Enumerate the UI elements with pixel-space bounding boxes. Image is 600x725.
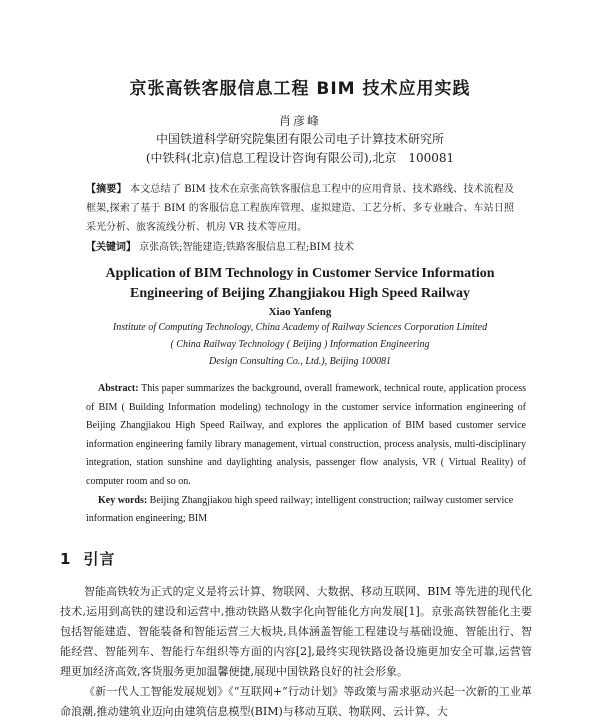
- chinese-abstract-text: 本文总结了 BIM 技术在京张高铁客服信息工程中的应用背景、技术路线、技术流程及框架,探索了基于 BIM 的客服信息工程族库管理、虚拟建造、工艺分析、多专业融合、车站日照采光分析、旅客流线分析、机房 VR 技术等应用。: [86, 184, 515, 233]
- english-affiliation-line-1: Institute of Computing Technology, China Academy of Railway Sciences Corporation Limited: [112, 322, 488, 333]
- chinese-keywords-label: 【关键词】: [86, 242, 136, 253]
- english-keywords-label: Key words:: [98, 495, 148, 506]
- english-abstract-label: Abstract:: [98, 383, 139, 394]
- english-author: Xiao Yanfeng: [268, 306, 332, 318]
- chinese-keywords-text: 京张高铁;智能建造;铁路客服信息工程;BIM 技术: [139, 242, 355, 253]
- section-number: 1: [60, 550, 72, 568]
- body-paragraph-2: 《新一代人工智能发展规划》《“互联网+”行动计划》等政策与需求驱动兴起一次新的工业革命浪潮,推动建筑业迈向由建筑信息模型(BIM)与移动互联、物联网、云计算、大: [60, 685, 532, 718]
- english-title-line-1: Application of BIM Technology in Customer Service Information: [105, 266, 495, 281]
- chinese-affiliation-line-2: (中铁科(北京)信息工程设计咨询有限公司),北京 100081: [145, 151, 455, 165]
- english-keywords-text: Beijing Zhangjiakou high speed railway; intelligent construction; railway customer service information engineering; BIM: [86, 495, 514, 524]
- english-keywords: [86, 492, 526, 528]
- chinese-abstract: [86, 180, 514, 237]
- section-heading: [60, 548, 115, 569]
- chinese-affiliation-line-1: 中国铁道科学研究院集团有限公司电子计算技术研究所: [155, 132, 444, 146]
- english-title-line-2: Engineering of Beijing Zhangjiakou High Speed Railway: [130, 286, 470, 301]
- english-affiliation-line-2: ( China Railway Technology ( Beijing ) Information Engineering: [170, 339, 430, 350]
- english-abstract-text: This paper summarizes the background, overall framework, technical route, application process of BIM ( Building Information modeling) technology in the customer service information engineering of Beijing Zhangjiakou High Speed Railway, and explores the application of BIM based customer service information engineering family library management, virtual construction, process analysis, multi-disciplinary integration, station sunshine and daylighting analysis, passenger flow analysis, VR ( Virtual Reality) of computer room and so on.: [86, 383, 526, 487]
- body-paragraph-1: 智能高铁较为正式的定义是将云计算、物联网、大数据、移动互联网、BIM 等先进的现代化技术,运用到高铁的建设和运营中,推动铁路从数字化向智能化方向发展[1]。京张高铁智能化主要包括智能建造、智能装备和智能运营三大板块,具体涵盖智能工程建设与基础设施、智能出行、智能经营、智能列车、智能行车组织等方面的内容[2],最终实现铁路设备设施更加安全可靠,运营管理更加经济高效,客货服务更加温馨便捷,展现中国铁路良好的社会形象。: [60, 585, 532, 678]
- chinese-keywords: [86, 238, 514, 253]
- chinese-abstract-label: 【摘要】: [86, 184, 127, 195]
- english-affiliation-line-3: Design Consulting Co., Ltd.), Beijing 100081: [209, 356, 391, 367]
- english-abstract: [86, 380, 526, 491]
- section-title: 引言: [83, 550, 116, 568]
- chinese-title: 京张高铁客服信息工程 BIM 技术应用实践: [129, 79, 471, 99]
- chinese-author: 肖彦峰: [278, 114, 321, 128]
